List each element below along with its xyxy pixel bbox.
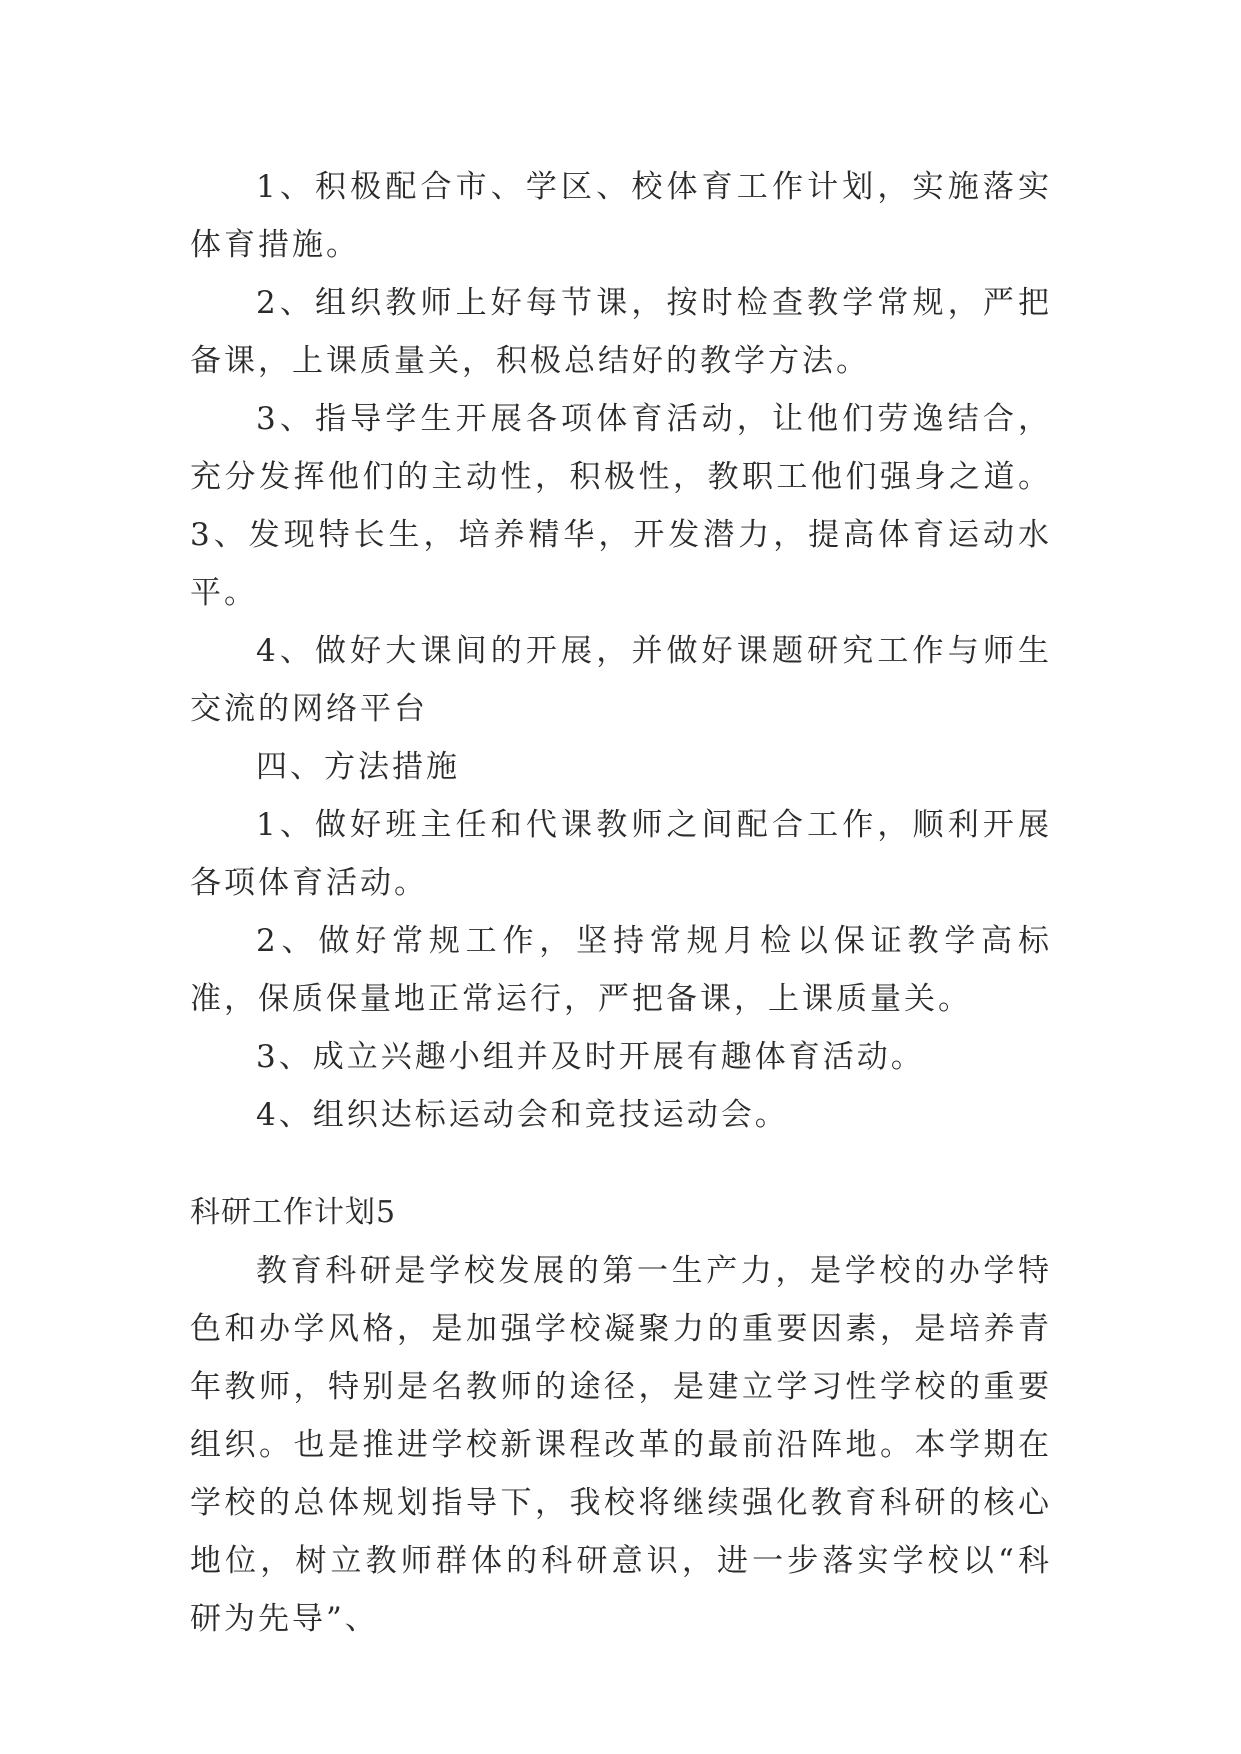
document-body <box>190 158 1052 1648</box>
intro-paragraph: 教育科研是学校发展的第一生产力，是学校的办学特色和办学风格，是加强学校凝聚力的重要因素，是培养青年教师，特别是名教师的途径，是建立学习性学校的重要组织。也是推进学校新课程改革的最前沿阵地。本学期在学校的总体规划指导下，我校将继续强化教育科研的核心地位，树立教师群体的科研意识，进一步落实学校以“科研为先导”、 <box>190 1253 1052 1637</box>
method-item-3: 3、成立兴趣小组并及时开展有趣体育活动。 <box>256 1039 925 1075</box>
subheading-methods: 四、方法措施 <box>256 749 460 785</box>
method-item-1: 1、做好班主任和代课教师之间配合工作，顺利开展各项体育活动。 <box>190 807 1052 901</box>
paragraph-item-4: 4、做好大课间的开展，并做好课题研究工作与师生交流的网络平台 <box>190 633 1052 727</box>
section-title: 科研工作计划5 <box>190 1195 397 1230</box>
paragraph-item-2: 2、组织教师上好每节课，按时检查教学常规，严把备课，上课质量关，积极总结好的教学方法。 <box>190 285 1052 379</box>
paragraph-item-1: 1、积极配合市、学区、校体育工作计划，实施落实体育措施。 <box>190 169 1052 263</box>
method-item-2: 2、做好常规工作，坚持常规月检以保证教学高标准，保质保量地正常运行，严把备课，上课质量关。 <box>190 923 1052 1017</box>
paragraph-item-3: 3、指导学生开展各项体育活动，让他们劳逸结合，充分发挥他们的主动性，积极性，教职工他们强身之道。3、发现特长生，培养精华，开发潜力，提高体育运动水平。 <box>190 401 1052 611</box>
method-item-4: 4、组织达标运动会和竞技运动会。 <box>256 1097 789 1133</box>
